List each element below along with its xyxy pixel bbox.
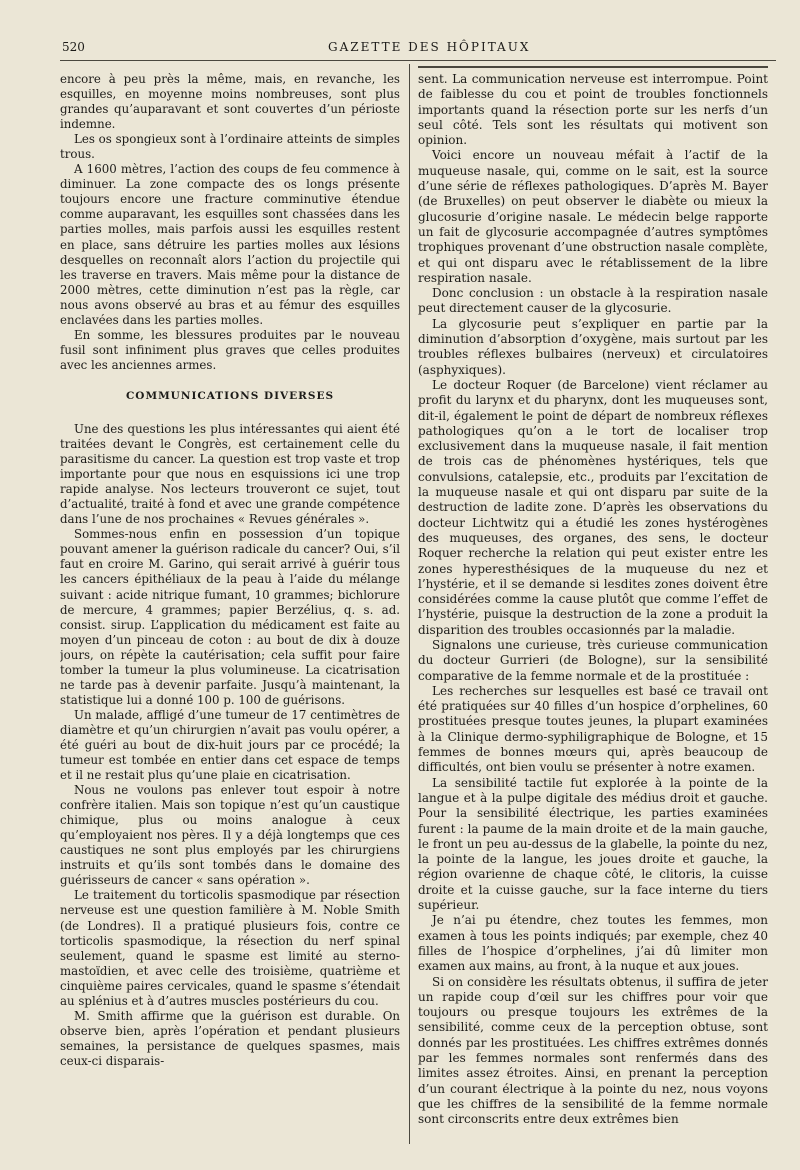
paragraph: encore à peu près la même, mais, en revanche, les esquilles, en moyenne moins nombreuses, sont plus grandes qu’auparavant et sont couvertes d’un périoste indemne.	[60, 72, 400, 132]
paragraph: sent. La communication nerveuse est interrompue. Point de faiblesse du cou et point de troubles fonctionnels importants quand la résection porte sur les nerfs d’un seul côté. Tels sont les résultats qui motivent son opinion.	[418, 72, 768, 148]
paragraph: Voici encore un nouveau méfait à l’actif de la muqueuse nasale, qui, comme on le sait, est la source d’une série de réflexes pathologiques. D’après M. Bayer (de Bruxelles) on peut observer le diabète ou mieux la glucosurie d’origine nasale. Le médecin belge rapporte un fait de glycosurie accompagnée d’autres symptômes trophiques provenant d’une obstruction nasale complète, et qui ont disparu avec le rétablissement de la libre respiration nasale.	[418, 148, 768, 285]
right-column-top-rule	[418, 66, 768, 68]
paragraph: Donc conclusion : un obstacle à la respiration nasale peut directement causer de la glycosurie.	[418, 286, 768, 316]
paragraph: Les recherches sur lesquelles est basé ce travail ont été pratiquées sur 40 filles d’un hospice d’orphelines, 60 prostituées presque toutes jeunes, la plupart examinées à la Clinique dermo-syphiligraphique de Bologne, et 15 femmes de bonnes mœurs qui, après beaucoup de difficultés, ont bien voulu se présenter à notre examen.	[418, 683, 768, 775]
section-title: COMMUNICATIONS DIVERSES	[125, 389, 335, 402]
paragraph: Une des questions les plus intéressantes qui aient été traitées devant le Congrès, est certainement celle du parasitisme du cancer. La question est trop vaste et trop importante pour que nous en esquissions ici une trop rapide analyse. Nos lecteurs trouveront ce sujet, tout d’actualité, traité à fond et avec une grande compétence dans l’une de nos prochaines « Revues générales ».	[60, 421, 400, 527]
paragraph: Sommes-nous enfin en possession d’un topique pouvant amener la guérison radicale du cancer? Oui, s’il faut en croire M. Garino, qui serait arrivé à guérir tous les cancers épithéliaux de la peau à l’aide du mélange suivant : acide nitrique fumant, 10 grammes; bichlorure de mercure, 4 grammes; papier Berzélius, q. s. ad. consist. sirup. L’application du médicament est faite au moyen d’un pinceau de coton : au bout de dix à douze jours, on répète la cautérisation; cela suffit pour faire tomber la tumeur la plus volumineuse. La cicatrisation ne tarde pas à devenir parfaite. Jusqu’à maintenant, la statistique lui a donné 100 p. 100 de guérisons.	[60, 527, 400, 707]
paragraph: Je n’ai pu étendre, chez toutes les femmes, mon examen à tous les points indiqués; par exemple, chez 40 filles de l’hospice d’orphelines, j’ai dû limiter mon examen aux mains, au front, à la nuque et aux joues.	[418, 913, 768, 974]
paragraph: Signalons une curieuse, très curieuse communication du docteur Gurrieri (de Bologne), sur la sensibilité comparative de la femme normale et de la prostituée :	[418, 637, 768, 683]
paragraph: En somme, les blessures produites par le nouveau fusil sont infiniment plus graves que celles produites avec les anciennes armes.	[60, 327, 400, 372]
paragraph: Un malade, affligé d’une tumeur de 17 centimètres de diamètre et qu’un chirurgien n’avait pas voulu opérer, a été guéri au bout de dix-huit jours par ce procédé; la tumeur est tombée en entier dans cet espace de temps et il ne restait plus qu’une plaie en cicatrisation.	[60, 707, 400, 783]
left-column	[60, 72, 400, 1140]
right-column	[418, 72, 768, 1140]
paragraph: Le traitement du torticolis spasmodique par résection nerveuse est une question familière à M. Noble Smith (de Londres). Il a pratiqué plusieurs fois, contre ce torticolis spasmodique, la résection du nerf spinal seulement, quand le spasme est limité au sterno-mastoïdien, et avec celle des troisième, quatrième et cinquième paires cervicales, quand le spasme s’étendait au splénius et à d’autres muscles postérieurs du cou.	[60, 888, 400, 1008]
paragraph: Si on considère les résultats obtenus, il suffira de jeter un rapide coup d’œil sur les chiffres pour voir que toujours ou presque toujours les extrêmes de la sensibilité, comme ceux de la perception obtuse, sont donnés par les prostituées. Les chiffres extrêmes donnés par les femmes normales sont renfermés dans des limites assez étroites. Ainsi, en prenant la perception d’un courant électrique à la pointe du nez, nous voyons que les chiffres de la sensibilité de la femme normale sont circonscrits entre deux extrêmes bien	[418, 974, 768, 1127]
paragraph: Nous ne voulons pas enlever tout espoir à notre confrère italien. Mais son topique n’est qu’un caustique chimique, plus ou moins analogue à ceux qu’employaient nos pères. Il y a déjà longtemps que ces caustiques ne sont plus employés par les chirurgiens instruits et qu’ils sont tombés dans le domaine des guérisseurs de cancer « sans opération ».	[60, 783, 400, 888]
running-head: GAZETTE DES HÔPITAUX	[328, 40, 531, 54]
paragraph: Les os spongieux sont à l’ordinaire atteints de simples trous.	[60, 132, 400, 162]
page-number: 520	[62, 40, 85, 54]
paragraph: M. Smith affirme que la guérison est durable. On observe bien, après l’opération et pendant plusieurs semaines, la persistance de quelques spasmes, mais ceux-ci disparais-	[60, 1008, 400, 1068]
paragraph: Le docteur Roquer (de Barcelone) vient réclamer au profit du larynx et du pharynx, dont les muqueuses sont, dit-il, également le point de départ de nombreux réflexes pathologiques qu’on a le tort de localiser trop exclusivement dans la muqueuse nasale, il fait mention de trois cas de phénomènes hystériques, tels que convulsions, catalepsie, etc., produits par l’excitation de la muqueuse nasale et qui ont disparu par suite de la destruction de ladite zone. D’après les observations du docteur Lichtwitz qui a étudié les zones hystérogènes des muqueuses, des organes, des sens, le docteur Roquer recherche la relation qui peut exister entre les zones hyperesthésiques de la muqueuse du nez et l’hystérie, et il se demande si lesdites zones doivent être considérées comme la cause plutôt que comme l’effet de l’hystérie, puisque la destruction de la zone a produit la disparition des troubles occasionnés par la maladie.	[418, 377, 768, 637]
paragraph: A 1600 mètres, l’action des coups de feu commence à diminuer. La zone compacte des os longs présente toujours encore une fracture comminutive étendue comme auparavant, les esquilles sont chassées dans les parties molles, mais parfois aussi les esquilles restent en place, sans détruire les parties molles aux lésions desquelles on reconnaît alors l’action du projectile qui les traverse en travers. Mais même pour la distance de 2000 mètres, cette diminution n’est pas la règle, car nous avons observé au bras et au fémur des esquilles enclavées dans les parties molles.	[60, 162, 400, 327]
column-divider	[409, 64, 410, 1144]
header-rule	[60, 60, 776, 61]
paragraph: La glycosurie peut s’expliquer en partie par la diminution d’absorption d’oxygène, mais surtout par les troubles réflexes bulbaires (nerveux) et circulatoires (asphyxiques).	[418, 316, 768, 377]
paragraph: La sensibilité tactile fut explorée à la pointe de la langue et à la pulpe digitale des médius droit et gauche. Pour la sensibilité électrique, les parties examinées furent : la paume de la main droite et de la main gauche, le front un peu au-dessus de la glabelle, la pointe du nez, la pointe de la langue, les joues droite et gauche, la région ovarienne de chaque côté, le clitoris, la cuisse droite et la cuisse gauche, sur la face interne du tiers supérieur.	[418, 775, 768, 913]
